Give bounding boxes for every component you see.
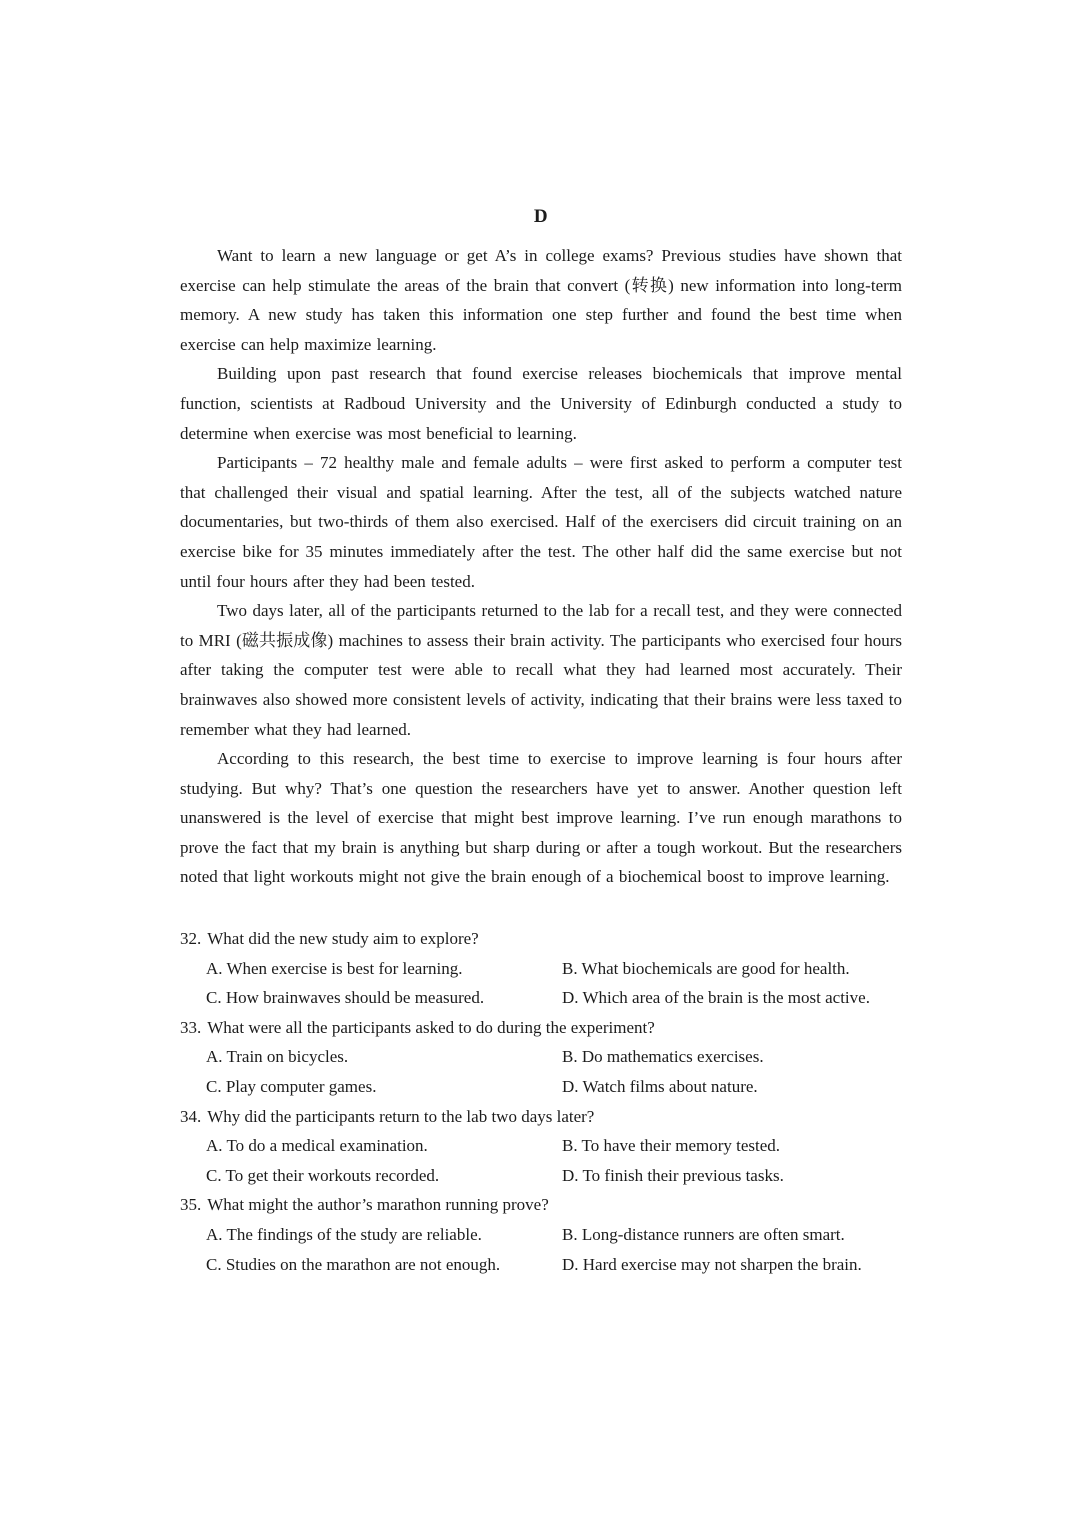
option-b: B. Long-distance runners are often smart. [562, 1225, 845, 1244]
question-32-options [180, 954, 902, 1013]
passage-paragraph-3: Participants – 72 healthy male and female adults – were first asked to perform a computer test that challenged their visual and spatial learning. After the test, all of the subjects watched nature documentaries, but two-thirds of them also exercised. Half of the exercisers did circuit training on an exercise bike for 35 minutes immediately after the test. The other half did the same exercise but not until four hours after they had been tested. [180, 453, 902, 591]
passage-paragraph-1: Want to learn a new language or get A’s in college exams? Previous studies have shown that exercise can help stimulate the areas of the brain that convert (转换) new information into long-term memory. A new study has taken this information one step further and found the best time when exercise can help maximize learning. [180, 246, 902, 354]
question-number: 34. [180, 1106, 202, 1126]
question-text: What did the new study aim to explore? [207, 929, 479, 949]
option-b: B. Do mathematics exercises. [562, 1047, 764, 1067]
question-35-text [180, 1190, 902, 1220]
question-text: What were all the participants asked to do during the experiment? [207, 1017, 655, 1037]
question-35 [180, 1190, 902, 1279]
question-33-options [180, 1042, 902, 1101]
question-34-options [180, 1131, 902, 1190]
question-35-options [180, 1220, 902, 1279]
option-a: A. Train on bicycles. [206, 1047, 349, 1067]
question-33-text [180, 1013, 902, 1043]
option-a: A. The findings of the study are reliable. [206, 1225, 482, 1244]
option-d: D. Which area of the brain is the most active. [562, 988, 870, 1008]
question-32-text [180, 924, 902, 954]
question-number: 32. [180, 929, 202, 949]
option-d: D. Watch films about nature. [562, 1077, 758, 1097]
option-c: C. To get their workouts recorded. [206, 1165, 440, 1185]
question-33 [180, 1013, 902, 1102]
question-34-text [180, 1102, 902, 1132]
passage-paragraph-4: Two days later, all of the participants returned to the lab for a recall test, and they were connected to MRI (磁共振成像) machines to assess their brain activity. The participants who exercised four hours after taking the computer test were able to recall what they had learned most accurately. Their brainwaves also showed more consistent levels of activity, indicating that their brains were less taxed to remember what they had learned. [180, 601, 902, 739]
option-c: C. Studies on the marathon are not enough. [206, 1254, 501, 1274]
questions-section [180, 924, 902, 1279]
option-d: D. Hard exercise may not sharpen the brain. [562, 1254, 862, 1274]
question-32 [180, 924, 902, 1013]
option-a: A. To do a medical examination. [206, 1136, 428, 1156]
question-text: Why did the participants return to the lab two days later? [207, 1106, 595, 1126]
option-c: C. Play computer games. [206, 1077, 377, 1097]
option-a: A. When exercise is best for learning. [206, 958, 463, 978]
option-d: D. To finish their previous tasks. [562, 1165, 784, 1185]
question-number: 33. [180, 1017, 202, 1037]
passage-paragraph-2: Building upon past research that found exercise releases biochemicals that improve mental function, scientists at Radboud University and the University of Edinburgh conducted a study to determine when exercise was most beneficial to learning. [180, 364, 902, 443]
question-text: What might the author’s marathon running prove? [207, 1195, 549, 1215]
section-label: D [533, 206, 549, 227]
document-page [180, 205, 902, 1279]
passage-paragraph-5: According to this research, the best time to exercise to improve learning is four hours after studying. But why? That’s one question the researchers have yet to answer. Another question left unanswered is the level of exercise that might best improve learning. I’ve run enough marathons to prove the fact that my brain is anything but sharp during or after a tough workout. But the researchers noted that light workouts might not give the brain enough of a biochemical boost to improve learning. [180, 749, 902, 887]
option-c: C. How brainwaves should be measured. [206, 988, 485, 1008]
question-34 [180, 1102, 902, 1191]
question-number: 35. [180, 1195, 202, 1215]
option-b: B. To have their memory tested. [562, 1136, 781, 1156]
option-b: B. What biochemicals are good for health. [562, 958, 850, 978]
